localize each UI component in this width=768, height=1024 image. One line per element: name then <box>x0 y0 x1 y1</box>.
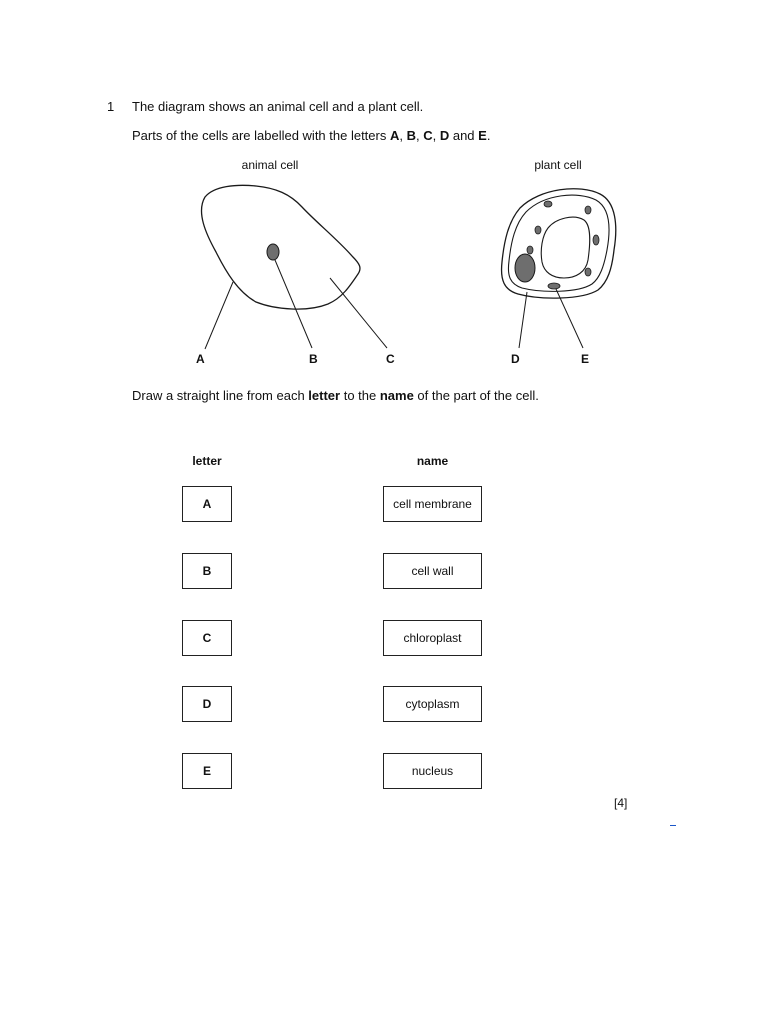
animal-nucleus <box>267 244 279 260</box>
letter-box-e[interactable]: E <box>182 753 232 789</box>
leader-line-c <box>330 278 387 348</box>
label-letter-c: C <box>423 128 433 143</box>
letter-column-header: letter <box>192 454 222 468</box>
labels-sentence-sep: , <box>432 128 440 143</box>
instruction-sentence <box>132 388 539 404</box>
label-letter-d: D <box>439 128 450 143</box>
letter-box-d[interactable]: D <box>182 686 232 722</box>
letter-box-a[interactable]: A <box>182 486 232 522</box>
diagram-letter-a: A <box>196 352 205 366</box>
label-letter-e: E <box>478 128 487 143</box>
diagram-letter-e: E <box>581 352 590 366</box>
question-intro: The diagram shows an animal cell and a plant cell. <box>132 99 424 114</box>
labels-sentence-sep: , <box>399 128 407 143</box>
name-box-cell-membrane[interactable]: cell membrane <box>383 486 482 522</box>
chloroplast-shape <box>535 226 541 234</box>
diagram-letter-c: C <box>386 352 395 366</box>
name-box-chloroplast[interactable]: chloroplast <box>383 620 482 656</box>
name-box-cell-wall[interactable]: cell wall <box>383 553 482 589</box>
name-column-header: name <box>416 454 449 468</box>
name-box-nucleus[interactable]: nucleus <box>383 753 482 789</box>
link-underline-mark <box>670 825 676 826</box>
chloroplast-shape <box>593 235 599 245</box>
chloroplast-shape <box>585 206 591 214</box>
label-letter-a: A <box>389 128 400 143</box>
name-box-cytoplasm[interactable]: cytoplasm <box>383 686 482 722</box>
leader-line-d <box>519 292 527 348</box>
labels-sentence-after: . <box>486 128 491 143</box>
diagram-letter-b: B <box>309 352 318 366</box>
labels-sentence-and: and <box>449 128 479 143</box>
label-letter-b: B <box>406 128 416 143</box>
labels-sentence-before: Parts of the cells are labelled with the letters <box>132 128 390 143</box>
diagram-letter-d: D <box>511 352 520 366</box>
chloroplast-shape <box>527 246 533 254</box>
letter-box-b[interactable]: B <box>182 553 232 589</box>
animal-cell-outline <box>201 185 360 309</box>
question-number: 1 <box>107 99 115 114</box>
plant-nucleus <box>515 254 535 282</box>
letter-box-c[interactable]: C <box>182 620 232 656</box>
instruction-letter-word: letter <box>308 388 341 403</box>
instruction-before: Draw a straight line from each <box>132 388 309 403</box>
instruction-middle: to the <box>340 388 380 403</box>
labels-sentence-sep: , <box>415 128 424 143</box>
instruction-after: of the part of the cell. <box>413 388 539 403</box>
instruction-name-word: name <box>379 388 414 403</box>
marks-total: [4] <box>614 796 628 810</box>
plant-cell-caption: plant cell <box>534 158 582 172</box>
chloroplast-shape <box>585 268 591 276</box>
chloroplast-shape <box>544 201 552 207</box>
leader-line-a <box>205 282 233 349</box>
chloroplast-shape <box>548 283 560 289</box>
animal-cell-caption: animal cell <box>241 158 299 172</box>
